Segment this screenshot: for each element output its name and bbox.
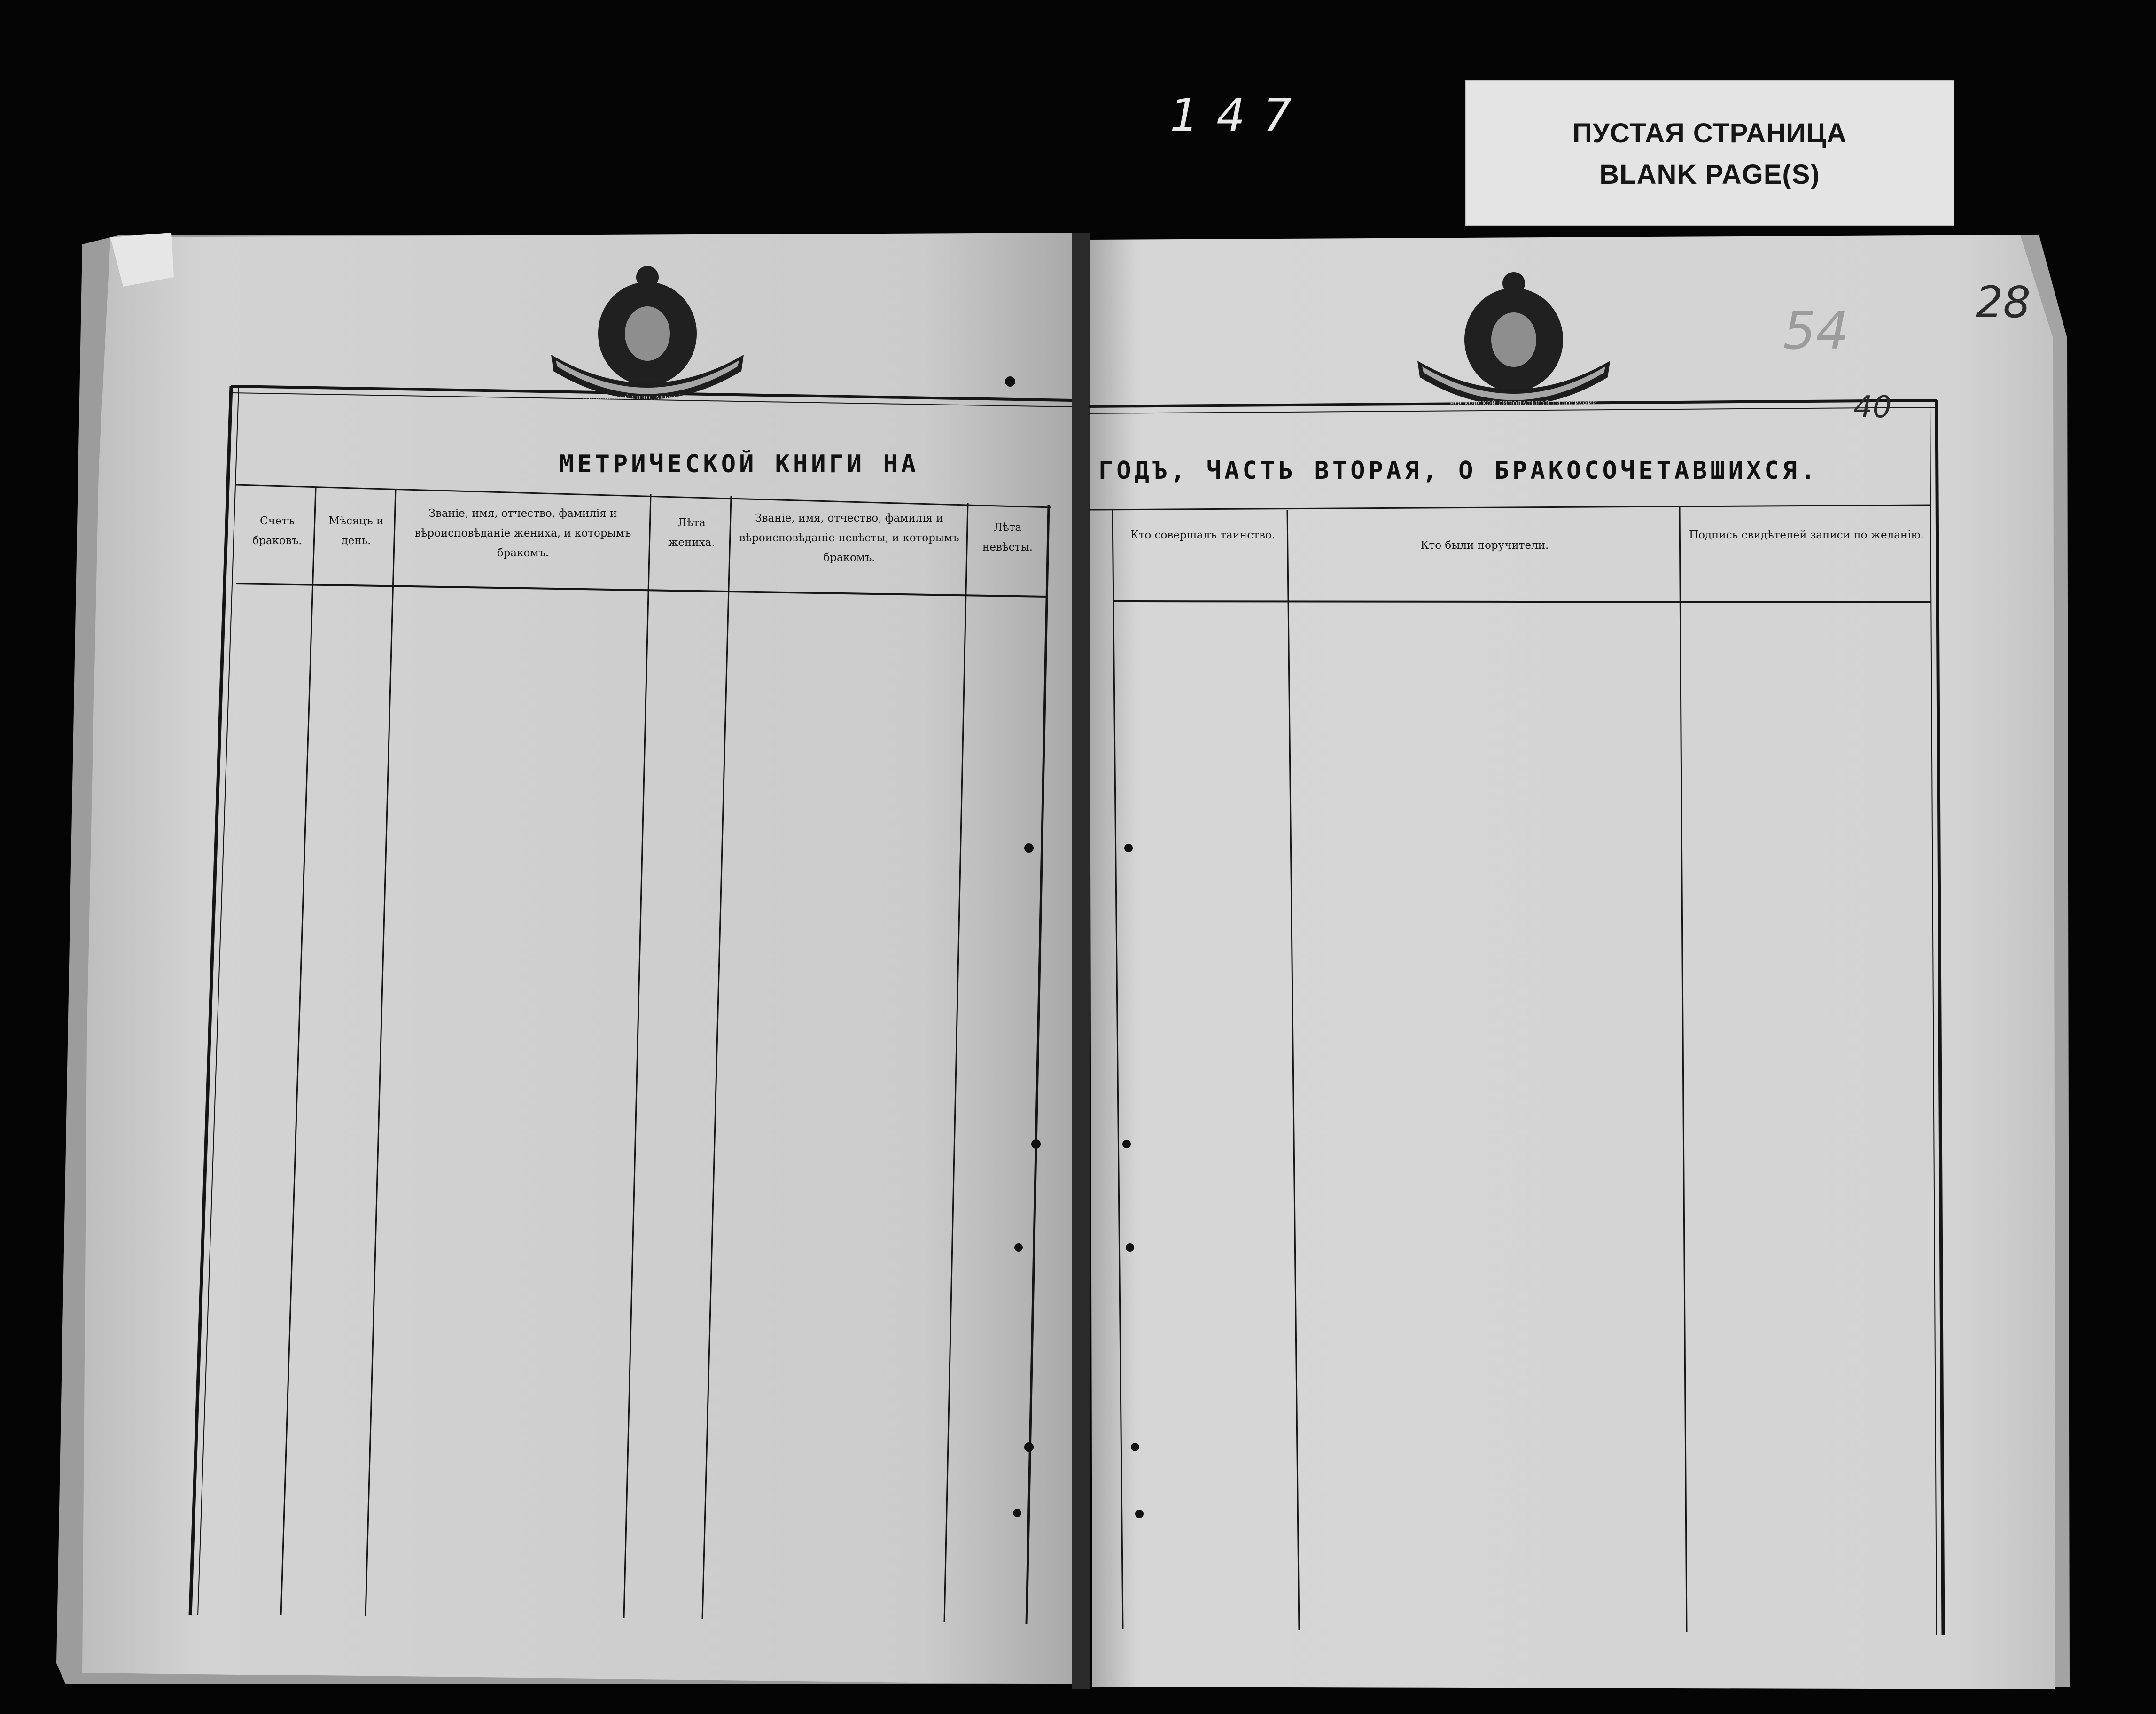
- col-guarantors: Кто были поручители.: [1420, 539, 1549, 552]
- gutter: [1072, 233, 1090, 1689]
- col-officiant: Кто совершалъ таинство.: [1130, 529, 1276, 541]
- col-witness-signature: Подпись свидѣтелей записи по желанію.: [1689, 529, 1924, 541]
- emblem-ribbon-right: МОСКОВСКОЙ СИНОДАЛЬНОЙ ТИПОГРАФИИ: [1449, 400, 1598, 406]
- emblem-ribbon-left: МОСКОВСКОЙ СИНОДАЛЬНОЙ ТИПОГРАФИИ: [583, 395, 731, 401]
- right-page: [1089, 235, 2055, 1689]
- title-right-page: ГОДЪ, ЧАСТЬ ВТОРАЯ, О БРАКОСОЧЕТАВШИХСЯ.: [1098, 457, 1819, 485]
- stamp-line-russian: ПУСТАЯ СТРАНИЦА: [1572, 118, 1847, 148]
- pencil-folio-number: 54: [1783, 301, 1849, 361]
- archive-number-top: 147: [1170, 89, 1310, 142]
- col-groom-details: Званіе, имя, отчество, фамилія и вѣроисповѣданіе жениха, и которымъ бракомъ.: [414, 507, 631, 559]
- title-left-page: МЕТРИЧЕСКОЙ КНИГИ НА: [559, 450, 919, 478]
- margin-folio-number: 40: [1853, 390, 1892, 425]
- stamp-line-english: BLANK PAGE(S): [1599, 159, 1820, 190]
- col-groom-age: Лѣта жениха.: [668, 517, 715, 549]
- col-bride-age: Лѣта невѣсты.: [982, 522, 1033, 553]
- corner-folio-number: 28: [1976, 277, 2031, 327]
- col-month-day: Мѣсяцъ и день.: [328, 515, 384, 547]
- col-bride-details: Званіе, имя, отчество, фамилія и вѣроисповѣданіе невѣсты, и которымъ бракомъ.: [739, 512, 959, 564]
- col-marriage-number: Счетъ браковъ.: [252, 515, 302, 547]
